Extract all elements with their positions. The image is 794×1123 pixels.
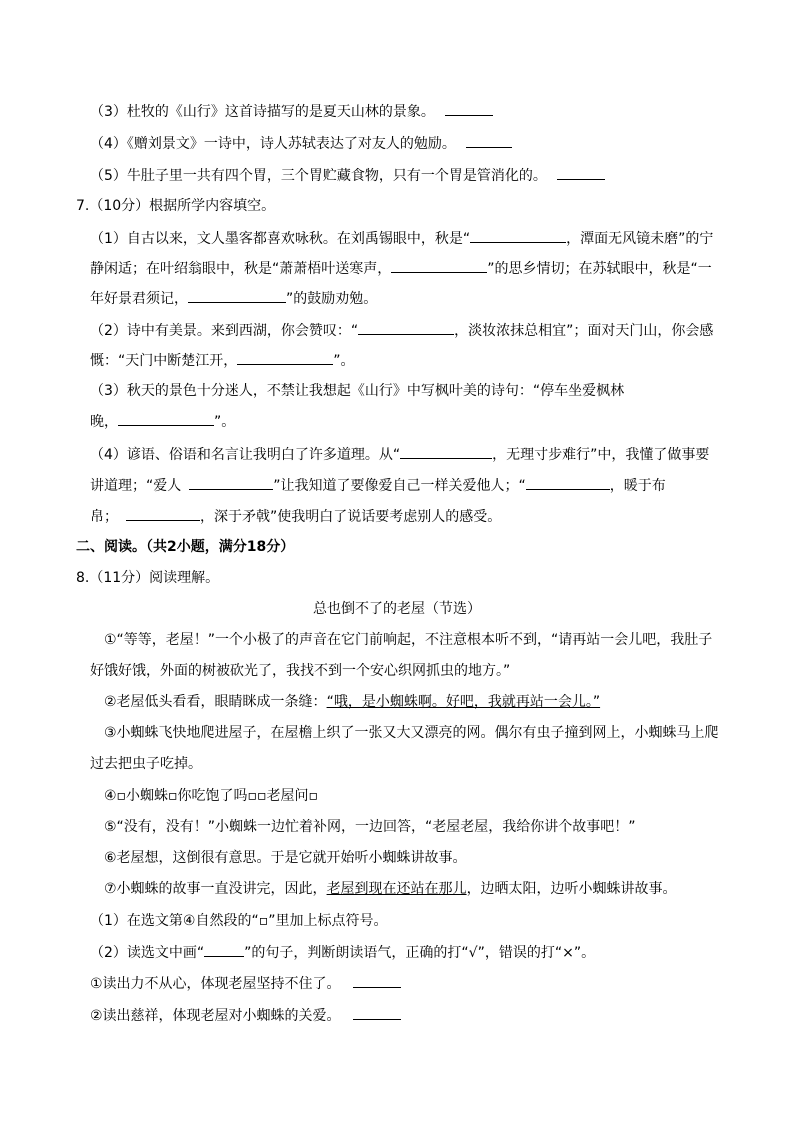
passage-para-4: ④▫小蜘蛛▫你吃饱了吗▫▫老屋问▫ <box>104 788 318 804</box>
q7-part4-line2: 讲道理；“爱人 ”让我知道了要像爱自己一样关爱他人；“ ，暖于布 <box>90 475 666 496</box>
passage-para-1-cont: 好饿好饿，外面的树被砍光了，我找不到一个安心织网抓虫的地方。” <box>90 663 511 679</box>
passage-para-6: ⑥老屋想，这倒很有意思。于是它就开始听小蜘蛛讲故事。 <box>104 850 467 866</box>
q7-part3-line2: 晚， ”。 <box>90 411 235 432</box>
answer-blank[interactable] <box>189 475 273 490</box>
q7-part1-line1: （1）自古以来，文人墨客都喜欢咏秋。在刘禹锡眼中，秋是“ ，潭面无风镜未磨”的宁 <box>90 228 713 249</box>
q7-part4-line1: （4）谚语、俗语和名言让我明白了许多道理。从“ ，无理寸步难行”中，我懂了做事要 <box>90 444 709 465</box>
answer-blank[interactable] <box>237 350 333 365</box>
answer-blank[interactable] <box>126 506 200 521</box>
answer-blank[interactable] <box>353 973 401 988</box>
q7-part1-line2: 静闲适；在叶绍翁眼中，秋是“萧萧梧叶送寒声， ”的思乡情切；在苏轼眼中，秋是“一 <box>90 258 712 279</box>
q7-part3-line1: （3）秋天的景色十分迷人，不禁让我想起《山行》中写枫叶美的诗句：“停车坐爱枫林 <box>90 383 625 399</box>
answer-blank[interactable] <box>526 475 610 490</box>
answer-blank[interactable] <box>358 320 454 335</box>
passage-para-3: ③小蜘蛛飞快地爬进屋子，在屋檐上织了一张又大又漂亮的网。偶尔有虫子撞到网上，小蜘蛛马上爬 <box>104 725 719 741</box>
passage-para-2: ②老屋低头看看，眼睛眯成一条缝：“哦，是小蜘蛛啊。好吧，我就再站一会儿。” <box>104 694 601 710</box>
underline-sample <box>204 942 244 957</box>
passage-para-5: ⑤“没有，没有！”小蜘蛛一边忙着补网，一边回答，“老屋老屋，我给你讲个故事吧！” <box>104 819 636 835</box>
answer-blank[interactable] <box>188 288 286 303</box>
q8-option-1: ①读出力不从心，体现老屋坚持不住了。 <box>90 973 401 994</box>
section-heading: 二、阅读。（共2小题，满分18分） <box>76 539 295 555</box>
q8-option-2: ②读出慈祥，体现老屋对小蜘蛛的关爱。 <box>90 1005 401 1026</box>
q8-header: 8.（11分）阅读理解。 <box>76 570 220 586</box>
q7-part2-line2: 慨：“天门中断楚江开， ”。 <box>90 350 355 371</box>
q8-sub-question-1: （1）在选文第④自然段的“▫”里加上标点符号。 <box>90 913 388 929</box>
underlined-sentence: “哦，是小蜘蛛啊。好吧，我就再站一会儿。” <box>326 694 601 710</box>
answer-blank[interactable] <box>391 258 487 273</box>
q6-item-3: （3）杜牧的《山行》这首诗描写的是夏天山林的景象。 <box>90 101 493 122</box>
answer-blank[interactable] <box>557 165 605 180</box>
q6-item-4: （4）《赠刘景文》一诗中，诗人苏轼表达了对友人的勉励。 <box>90 133 512 154</box>
answer-blank[interactable] <box>400 444 492 459</box>
answer-blank[interactable] <box>353 1005 401 1020</box>
passage-para-3-cont: 过去把虫子吃掉。 <box>90 756 202 772</box>
underlined-phrase: 老屋到现在还站在那儿 <box>326 881 467 897</box>
q7-part1-line3: 年好景君须记， ”的鼓励劝勉。 <box>90 288 377 309</box>
passage-para-7: ⑦小蜘蛛的故事一直没讲完，因此，老屋到现在还站在那儿，边晒太阳，边听小蜘蛛讲故事。 <box>104 881 677 897</box>
q7-header: 7.（10分）根据所学内容填空。 <box>76 198 276 214</box>
answer-blank[interactable] <box>470 228 566 243</box>
passage-title: 总也倒不了的老屋（节选） <box>313 601 481 617</box>
answer-blank[interactable] <box>466 133 512 148</box>
q7-part2-line1: （2）诗中有美景。来到西湖，你会赞叹：“ ，淡妆浓抹总相宜”；面对天门山，你会感 <box>90 320 713 341</box>
q7-part4-line3: 帛； ，深于矛戟”使我明白了说话要考虑别人的感受。 <box>90 506 501 527</box>
answer-blank[interactable] <box>445 101 493 116</box>
passage-para-1: ①“等等，老屋！”一个小极了的声音在它门前响起，不注意根本听不到，“请再站一会儿吧，我肚子 <box>104 632 713 648</box>
q6-item-5: （5）牛肚子里一共有四个胃，三个胃贮藏食物，只有一个胃是管消化的。 <box>90 165 605 186</box>
answer-blank[interactable] <box>118 411 214 426</box>
q8-sub-question-2: （2）读选文中画“ ”的句子，判断朗读语气，正确的打“√”，错误的打“×”。 <box>90 942 595 963</box>
